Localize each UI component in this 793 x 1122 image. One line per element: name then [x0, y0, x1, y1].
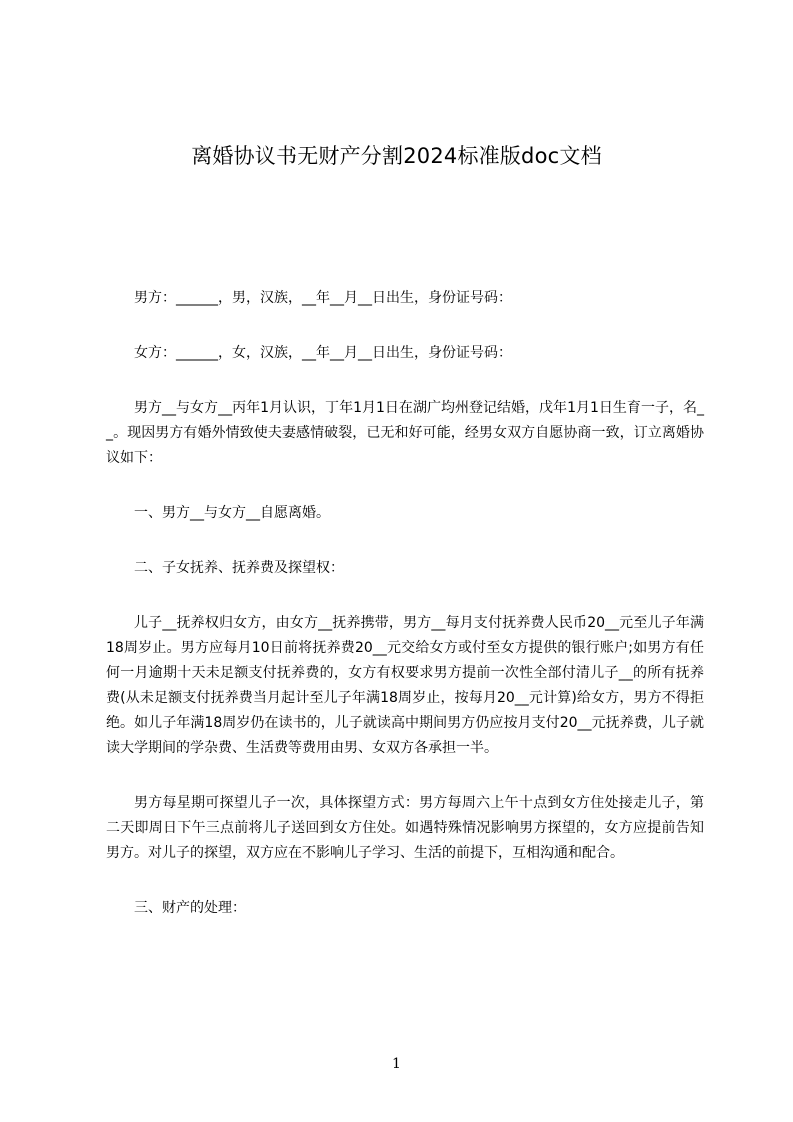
paragraph-visitation: 男方每星期可探望儿子一次，具体探望方式：男方每周六上午十点到女方住处接走儿子，第二天即周日下午三点前将儿子送回到女方住处。如遇特殊情况影响男方探望的，女方应提前告知男方。对儿子的探望，双方应在不影响儿子学习、生活的前提下，互相沟通和配合。	[106, 795, 704, 861]
paragraph-child-support: 儿子__抚养权归女方，由女方__抚养携带，男方__每月支付抚养费人民币20__元至儿子年满18周岁止。男方应每月10日前将抚养费20__元交给女方或付至女方提供的银行账户;如男方有任何一月逾期十天未足额支付抚养费的，女方有权要求男方提前一次性全部付清儿子__的所有抚养费(从未足额支付抚养费当月起计至儿子年满18周岁止，按每月20__元计算)给女方，男方不得拒绝。如儿子年满18周岁仍在读书的，儿子就读高中期间男方仍应按月支付20__元抚养费，儿子就读大学期间的学杂费、生活费等费用由男、女双方各承担一半。	[106, 615, 704, 756]
document-body	[106, 286, 704, 921]
section-heading-property: 三、财产的处理：	[134, 900, 246, 916]
section-heading-custody: 二、子女抚养、抚养费及探望权：	[134, 560, 344, 576]
paragraph-background: 男方__与女方__丙年1月认识，丁年1月1日在湖广均州登记结婚，戊年1月1日生育一子，名__。现因男方有婚外情致使夫妻感情破裂，已无和好可能，经男女双方自愿协商一致，订立离婚协议如下：	[106, 400, 704, 466]
paragraph-male-party: 男方：______，男，汉族，__年__月__日出生，身份证号码：	[134, 290, 512, 306]
paragraph-female-party: 女方：______，女，汉族，__年__月__日出生，身份证号码：	[134, 345, 512, 361]
document-title: 离婚协议书无财产分割2024标准版doc文档	[191, 144, 602, 168]
section-heading-divorce: 一、男方__与女方__自愿离婚。	[134, 505, 330, 521]
page-number: 1	[392, 1056, 401, 1072]
